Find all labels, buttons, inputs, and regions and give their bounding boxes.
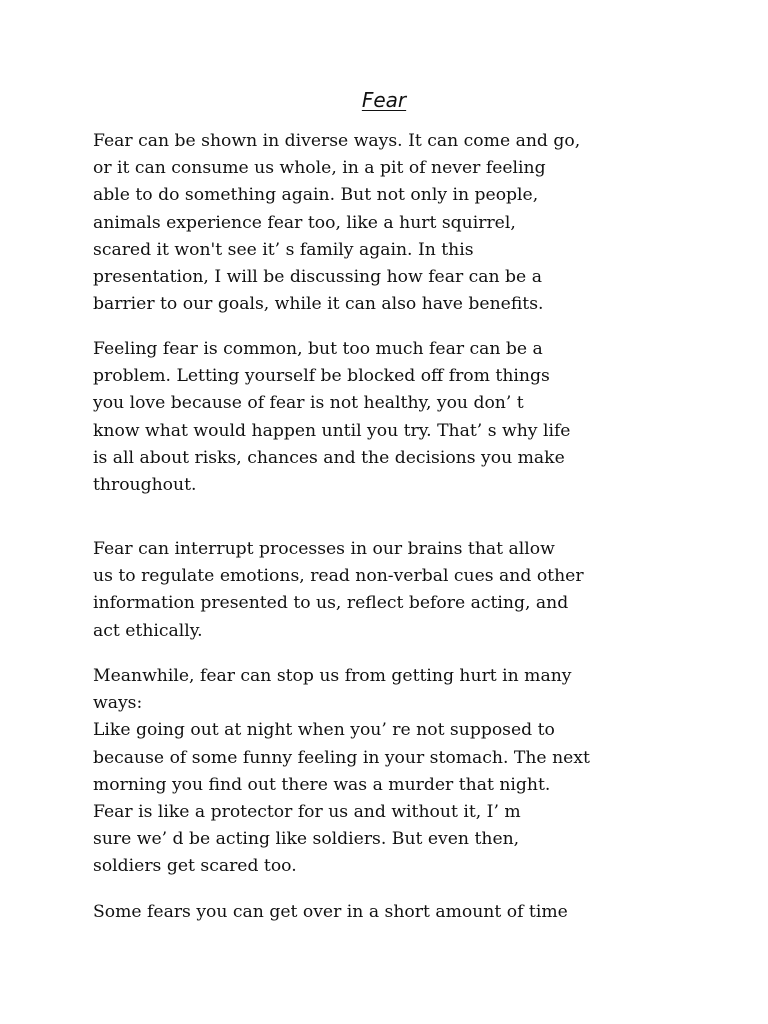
document-title: Fear xyxy=(361,88,407,112)
paragraph-overcoming xyxy=(93,899,683,926)
text-line: act ethically. xyxy=(93,620,203,641)
text-line: know what would happen until you try. That’ s why life xyxy=(93,420,571,441)
text-line: throughout. xyxy=(93,475,197,496)
text-line: able to do something again. But not only in people, xyxy=(93,185,539,206)
paragraph-brain-processes xyxy=(93,536,683,645)
text-line: soldiers get scared too. xyxy=(93,856,297,877)
text-line: Fear is like a protector for us and without it, I’ m xyxy=(93,802,521,823)
text-line: Fear can interrupt processes in our brains that allow xyxy=(93,539,555,559)
text-line: presentation, I will be discussing how fear can be a xyxy=(93,267,542,288)
text-line: because of some funny feeling in your stomach. The next xyxy=(93,747,590,768)
text-line: Meanwhile, fear can stop us from getting hurt in many xyxy=(93,666,572,686)
text-line: Some fears you can get over in a short amount of time xyxy=(93,902,568,922)
text-line: you love because of fear is not healthy, you don’ t xyxy=(93,393,524,414)
text-line: scared it won't see it’ s family again. In this xyxy=(93,239,474,260)
text-line: Like going out at night when you’ re not supposed to xyxy=(93,720,555,741)
text-line: information presented to us, reflect before acting, and xyxy=(93,593,569,614)
text-line: us to regulate emotions, read non-verbal cues and other xyxy=(93,566,584,587)
text-line: Feeling fear is common, but too much fear can be a xyxy=(93,339,543,359)
paragraph-intro xyxy=(93,128,683,318)
paragraph-common-fear xyxy=(93,336,683,499)
paragraph-protection xyxy=(93,663,683,881)
text-line: problem. Letting yourself be blocked off from things xyxy=(93,366,550,387)
text-line: barrier to our goals, while it can also have benefits. xyxy=(93,294,544,315)
text-line: ways: xyxy=(93,693,143,714)
text-line: morning you find out there was a murder that night. xyxy=(93,774,551,795)
text-line: animals experience fear too, like a hurt squirrel, xyxy=(93,212,516,233)
text-line: sure we’ d be acting like soldiers. But even then, xyxy=(93,829,520,850)
text-line: Fear can be shown in diverse ways. It can come and go, xyxy=(93,131,581,151)
text-line: or it can consume us whole, in a pit of never feeling xyxy=(93,158,546,179)
text-line: is all about risks, chances and the decisions you make xyxy=(93,447,565,468)
